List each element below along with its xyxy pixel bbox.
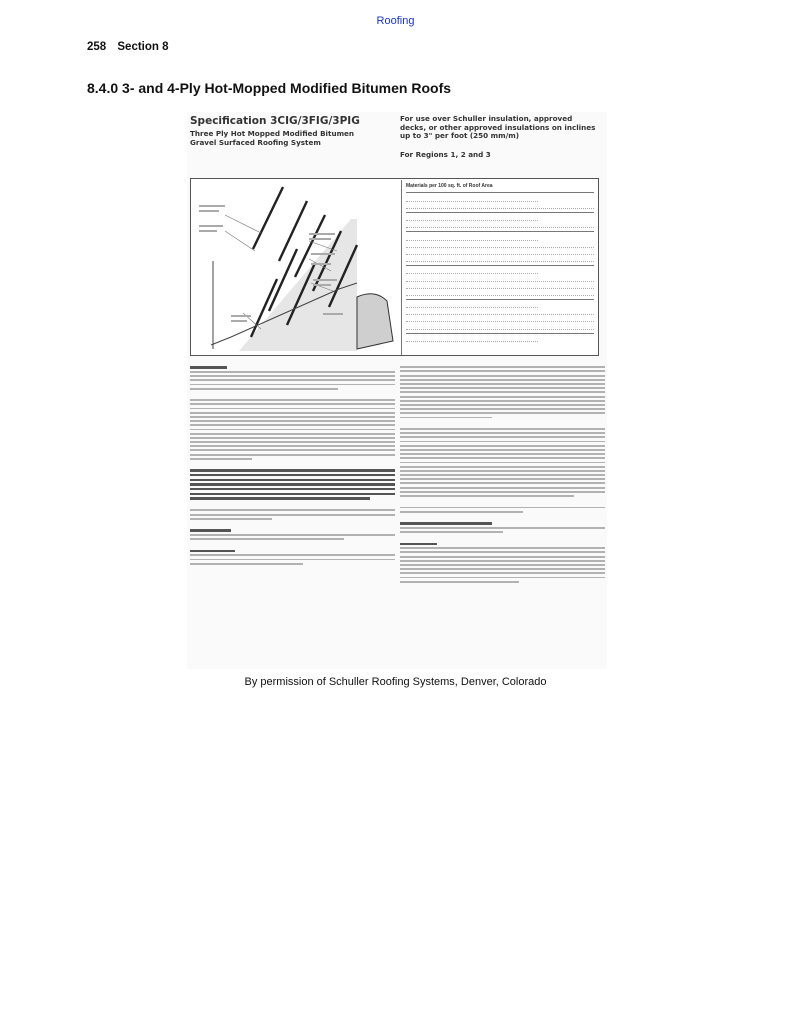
spec-title: Specification 3CIG/3FIG/3PIG (190, 115, 360, 127)
spec-usage-note: For use over Schuller insulation, approved decks, or other approved insulations on inclines up to 3" per foot (250 mm/m) (400, 114, 596, 141)
roof-diagram-box (190, 178, 599, 356)
page-number: 258 (87, 41, 107, 53)
spec-regions: For Regions 1, 2 and 3 (400, 150, 491, 159)
roof-layers-diagram (191, 179, 399, 355)
spec-body-right-column (400, 364, 605, 585)
spec-subtitle: Three Ply Hot Mopped Modified Bitumen Gravel Surfaced Roofing System (190, 129, 355, 147)
spec-body-left-column (190, 364, 395, 567)
page-header (87, 41, 169, 53)
image-caption: By permission of Schuller Roofing Systems, Denver, Colorado (244, 676, 547, 688)
section-label: Section 8 (117, 41, 169, 53)
materials-table (401, 180, 598, 355)
top-nav (0, 15, 791, 27)
specification-scan-image (187, 112, 607, 669)
roofing-link[interactable]: Roofing (376, 15, 415, 27)
materials-heading: Materials per 100 sq. ft. of Roof Area (406, 183, 493, 189)
page-title: 8.4.0 3- and 4-Ply Hot-Mopped Modified Bitumen Roofs (87, 80, 452, 96)
